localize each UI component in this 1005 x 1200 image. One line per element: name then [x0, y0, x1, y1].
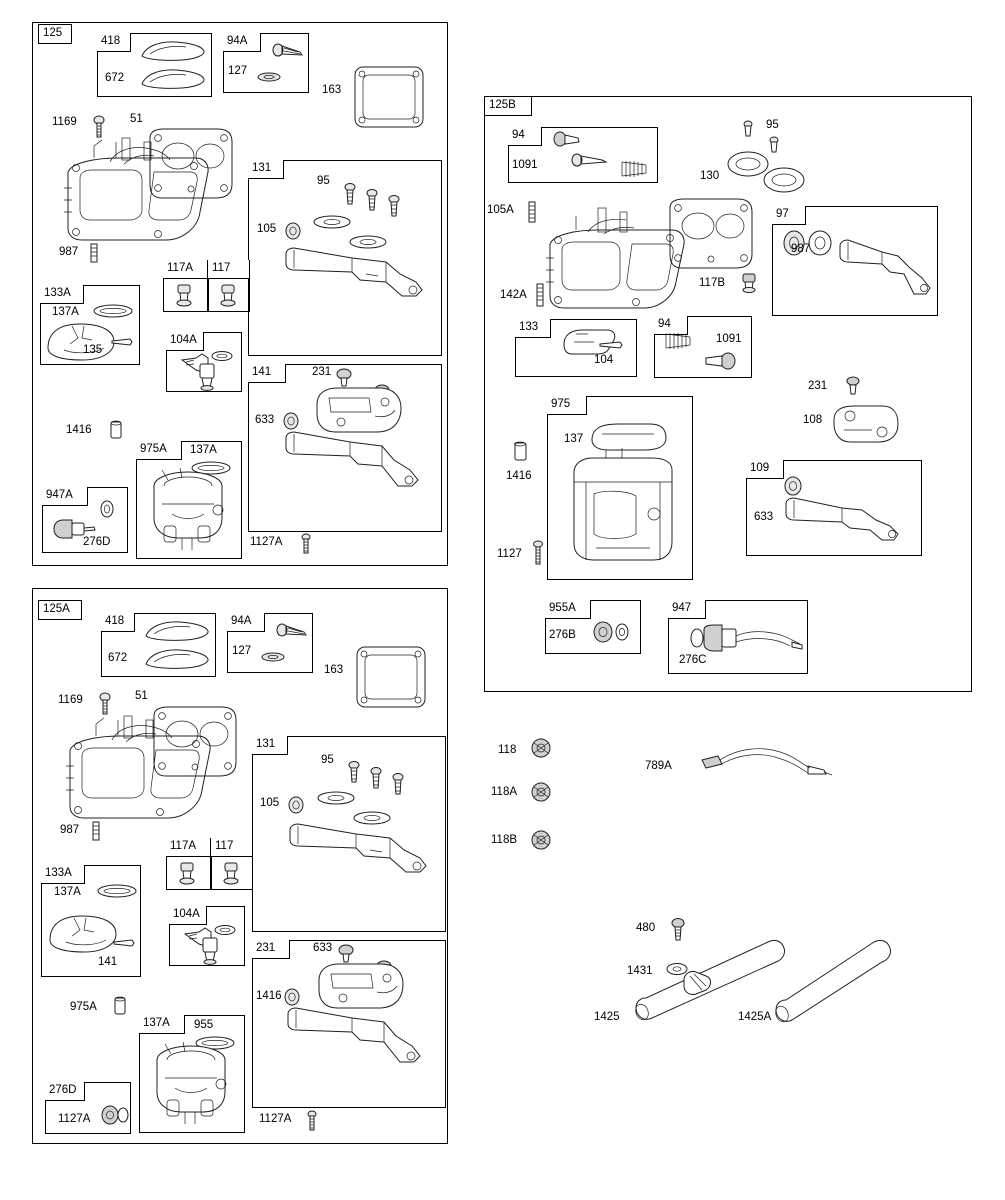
callout-95: 95	[317, 175, 330, 187]
part-screw-94-B2	[704, 350, 738, 372]
callout-633-B: 633	[754, 511, 774, 523]
callout-51-A: 51	[135, 690, 148, 702]
callout-955: 276D	[45, 1082, 85, 1101]
callout-633-A: 1416	[256, 990, 282, 1002]
part-washer-127-A	[260, 650, 288, 664]
part-plug-955	[100, 1104, 130, 1126]
part-bolt-231-B	[846, 376, 860, 396]
callout-51: 51	[130, 113, 143, 125]
callout-117: 117	[208, 260, 250, 279]
callout-131: 131	[248, 160, 284, 179]
callout-131-A: 131	[252, 736, 288, 755]
part-screw-94A	[272, 42, 306, 64]
part-grommet-118	[530, 738, 552, 758]
callout-1127-B: 1127	[497, 548, 522, 560]
callout-117A: 117A	[163, 260, 208, 279]
callout-117B: 117B	[699, 277, 726, 289]
callout-975A: 975A	[136, 441, 182, 460]
callout-95-B: 95	[766, 119, 779, 131]
callout-672-A: 672	[108, 652, 128, 664]
callout-133A: 133A	[40, 285, 84, 304]
callout-118B: 118B	[491, 834, 518, 846]
part-bolt-1127-B	[532, 540, 544, 566]
callout-137A-2: 137A	[190, 444, 217, 456]
part-gasket-672	[138, 66, 208, 92]
part-oring-987-A	[286, 796, 306, 814]
callout-987-A: 105	[260, 797, 280, 809]
callout-163: 163	[322, 84, 342, 96]
callout-141-A: 231	[252, 940, 290, 959]
callout-137-B: 137	[564, 433, 584, 445]
callout-955A: 955A	[545, 600, 591, 619]
part-solenoid-947A	[50, 515, 98, 543]
part-carburetor-975A-A	[145, 1040, 239, 1128]
part-fitting-117B	[738, 272, 764, 294]
part-float-bowl-975	[566, 448, 684, 570]
part-fitting-117A-A	[175, 860, 201, 886]
part-cylinder-head-body-125B	[540, 200, 690, 324]
part-shaft-141-A	[284, 1000, 430, 1072]
part-stud-142A	[534, 282, 546, 308]
part-rocker-shaft-131	[282, 238, 434, 304]
callout-1127A-A: 1127A	[259, 1113, 292, 1125]
callout-1127A: 1127A	[250, 536, 283, 548]
callout-276B: 276B	[549, 629, 576, 641]
part-oring-135-A	[213, 924, 237, 936]
part-gasket-163	[352, 64, 428, 132]
callout-105A-B: 105A	[487, 204, 514, 216]
callout-127: 127	[228, 65, 248, 77]
callout-117-A: 117	[211, 838, 253, 857]
part-gasket-163-A	[354, 644, 430, 712]
callout-947: 947	[668, 600, 706, 619]
part-bushing-1416	[108, 418, 124, 442]
part-grommet-118A	[530, 782, 552, 802]
part-carburetor-975A	[142, 466, 236, 554]
part-plate-108	[826, 400, 904, 448]
callout-94A: 94A	[223, 33, 261, 52]
part-spring-1091-B	[618, 158, 652, 180]
callout-480: 480	[636, 922, 656, 934]
callout-231-B: 231	[808, 380, 828, 392]
callout-1091-B2: 1091	[716, 333, 742, 345]
callout-133A-A: 133A	[41, 865, 85, 884]
callout-987: 105	[257, 223, 277, 235]
callout-276C: 276C	[679, 654, 707, 666]
part-fitting-117-A	[219, 860, 245, 886]
callout-975A-A: 137A	[139, 1015, 185, 1034]
part-screw-94A-A	[276, 622, 310, 644]
part-plug-955A	[592, 620, 634, 644]
part-oring-135	[210, 350, 234, 362]
callout-1169: 1169	[52, 116, 77, 128]
part-spring-1091-B2	[662, 330, 696, 352]
callout-141: 141	[248, 364, 286, 383]
part-shaft-109	[782, 494, 906, 550]
part-pin-104-B	[598, 340, 624, 350]
callout-137A-A2: 955	[194, 1019, 214, 1031]
part-gasket-418	[138, 38, 208, 64]
callout-135-A: 104A	[169, 906, 207, 925]
part-rocker-shaft-97	[838, 236, 934, 306]
part-plug-105-A	[90, 820, 102, 842]
callout-975: 975	[547, 396, 587, 415]
part-gasket-418-A	[142, 618, 212, 644]
callout-947A: 947A	[42, 487, 88, 506]
callout-633: 633	[255, 414, 275, 426]
callout-104A-A: 141	[98, 956, 118, 968]
callout-1091-B: 1091	[512, 159, 538, 171]
callout-1416-B: 1416	[506, 470, 532, 482]
callout-97: 97	[772, 206, 806, 225]
callout-104-B: 104	[594, 354, 614, 366]
callout-672: 672	[105, 72, 125, 84]
part-oring-137A-A	[96, 883, 138, 899]
callout-117A-A: 117A	[166, 838, 211, 857]
part-cylinder-head-body-125A	[60, 706, 220, 836]
part-plug-105A-B	[526, 200, 538, 224]
callout-1169-A: 1169	[58, 694, 83, 706]
callout-137A-1: 137A	[52, 306, 79, 318]
callout-130-B: 130	[700, 170, 720, 182]
callout-118: 118	[498, 744, 517, 756]
callout-1431: 1431	[627, 965, 653, 977]
callout-1416-A: 975A	[70, 1001, 97, 1013]
callout-125A: 125A	[38, 600, 82, 620]
callout-231-A: 633	[313, 942, 333, 954]
part-bushing-1416-A	[112, 994, 128, 1018]
part-cylinder-head-body-125	[58, 128, 218, 258]
callout-105: 987	[59, 246, 79, 258]
part-fitting-117A	[172, 282, 198, 308]
part-covers-130	[726, 148, 810, 198]
callout-108: 108	[803, 414, 823, 426]
callout-125: 125	[38, 24, 72, 44]
part-screw-94-B	[552, 130, 582, 150]
part-seals-97	[780, 228, 842, 258]
part-bolt-1127A-A	[306, 1110, 318, 1132]
callout-163-A: 163	[324, 664, 344, 676]
part-oring-276D	[98, 500, 116, 518]
callout-135: 104A	[166, 332, 204, 351]
part-wire-789A	[698, 742, 834, 788]
callout-276D: 276D	[83, 536, 111, 548]
part-tube-1425A	[768, 930, 896, 1028]
part-grommet-118B	[530, 830, 552, 850]
part-bushing-1416-B	[511, 438, 529, 464]
callout-94-B: 94	[508, 127, 542, 146]
part-pin-104A	[110, 337, 134, 347]
callout-94-B2: 94	[654, 316, 688, 335]
callout-418-A: 418	[101, 613, 135, 632]
callout-118A: 118A	[491, 786, 518, 798]
callout-125B: 125B	[484, 96, 532, 116]
callout-987-B: 987	[791, 243, 811, 255]
part-plug-105	[88, 242, 100, 264]
part-needle-94-B	[570, 150, 610, 170]
part-screws-95	[342, 182, 414, 214]
part-pin-104A-A	[112, 938, 136, 948]
part-oring-633-B	[782, 476, 804, 496]
callout-142A: 142A	[500, 289, 527, 301]
callout-789A: 789A	[645, 760, 672, 772]
part-solenoid-947	[688, 622, 804, 656]
callout-95-A: 95	[321, 754, 334, 766]
part-washer-127	[256, 70, 284, 84]
part-oring-137A	[92, 303, 134, 319]
part-shaft-141	[282, 424, 428, 496]
callout-109: 109	[746, 460, 784, 479]
callout-1425: 1425	[594, 1011, 620, 1023]
callout-137A-A1: 137A	[54, 886, 81, 898]
callout-276D-A: 1127A	[58, 1113, 91, 1125]
part-gasket-672-A	[142, 646, 212, 672]
callout-94A-A: 94A	[227, 613, 265, 632]
part-bolt-1127A	[300, 533, 312, 555]
callout-127-A: 127	[232, 645, 252, 657]
callout-418: 418	[97, 33, 131, 52]
part-cover-133A-A	[46, 912, 126, 956]
callout-133-B: 133	[515, 319, 551, 338]
callout-1416: 1416	[66, 424, 92, 436]
callout-1425A: 1425A	[738, 1011, 772, 1023]
callout-104A: 135	[83, 344, 103, 356]
part-fitting-117	[216, 282, 242, 308]
callout-105-A: 987	[60, 824, 80, 836]
callout-231: 231	[312, 366, 332, 378]
part-rocker-shaft-131-A	[286, 814, 438, 880]
